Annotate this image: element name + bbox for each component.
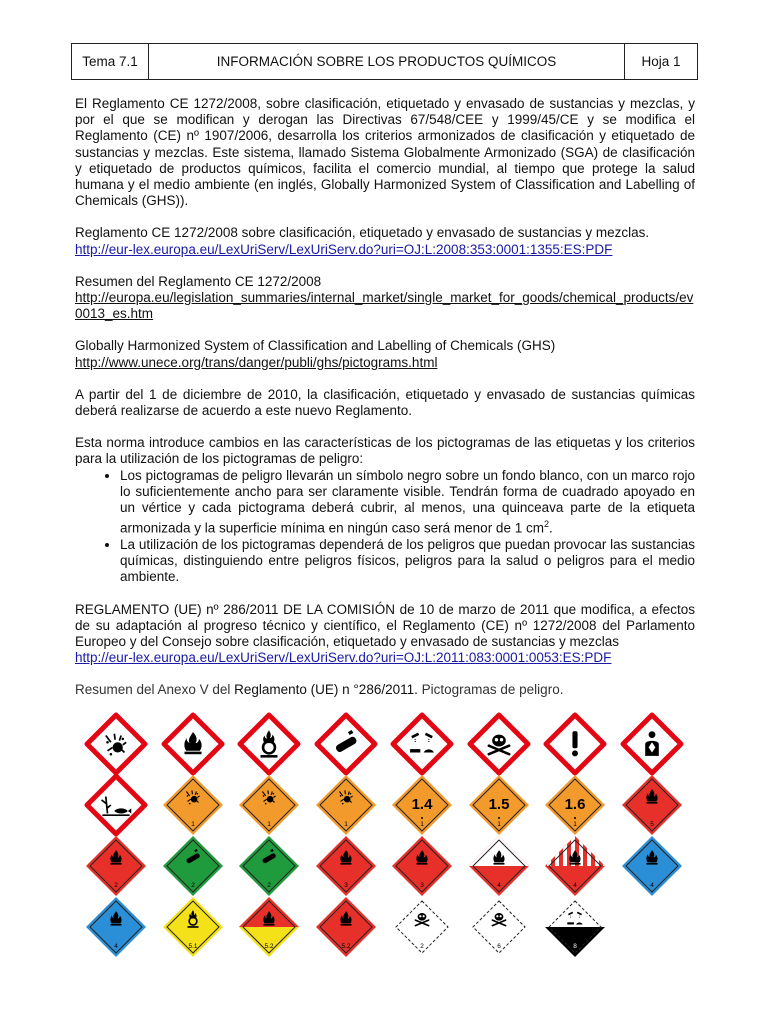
ghs-pictogram xyxy=(620,712,684,776)
ghs-pictogram xyxy=(84,712,148,776)
reference-2-text: Resumen del Reglamento CE 1272/2008 xyxy=(75,273,322,289)
class-number: 1 xyxy=(573,821,577,828)
transport-pictogram xyxy=(237,834,301,898)
date-paragraph: A partir del 1 de diciembre de 2010, la clasificación, etiquetado y envasado de sustancias químicas deberá realizarse de acuerdo a este nuevo Reglamento. xyxy=(75,386,695,419)
class-number: 6 xyxy=(496,943,501,950)
class-number: 1 xyxy=(496,821,501,828)
transport-pictogram xyxy=(84,895,148,959)
class-number: 5.2 xyxy=(264,943,274,950)
transport-pictogram xyxy=(314,834,378,898)
transport-pictogram xyxy=(161,834,225,898)
class-number: 4 xyxy=(649,882,654,889)
reglamento-286-link[interactable]: http://eur-lex.europa.eu/LexUriServ/LexUriServ.do?uri=OJ:L:2011:083:0001:0053:ES:PDF xyxy=(75,650,612,666)
class-number: 8 xyxy=(573,943,577,950)
division-label: 1.6 xyxy=(564,796,586,813)
ghs-pictogram xyxy=(237,712,301,776)
reference-1-text: Reglamento CE 1272/2008 sobre clasificación, etiquetado y envasado de sustancias y mezclas. xyxy=(75,225,650,241)
transport-pictogram xyxy=(543,773,607,837)
transport-pictogram xyxy=(237,773,301,837)
transport-pictogram xyxy=(237,895,301,959)
class-number: 4 xyxy=(573,882,577,889)
reglamento-286-text: REGLAMENTO (UE) nº 286/2011 DE LA COMISIÓN de 10 de marzo de 2011 que modifica, a efectos de su adaptación al progreso técnico y científico, el Reglamento (CE) nº 1272/2008 del Parlamento Europeo y del Consejo sobre clasificación, etiquetado y envasado de sustancias y mezclas xyxy=(75,601,695,649)
list-item: • Los pictogramas de peligro llevarán un símbolo negro sobre un fondo blanco, con un marco rojo lo suficientemente ancho para ser claramente visible. Tendrán forma de cuadrado apoyado en un vértice y cada pictograma deberá cubrir, al menos, una quinceava parte de la etiqueta armonizada y la superficie mínima en ningún caso será menor de 1 $cm^2$. xyxy=(120,468,695,537)
transport-pictogram xyxy=(161,773,225,837)
intro-paragraph: El Reglamento CE 1272/2008, sobre clasificación, etiquetado y envasado de sustancias y mezclas, y por el que se modifican y derogan las Directivas 67/548/CEE y 1999/45/CE y se modifica el Reglamento (CE) nº 1907/2006, desarrolla los criterios armonizados de clasificación y etiquetado de sustancias y mezclas. Este sistema, llamado Sistema Globalmente Armonizado (SGA) de clasificación y etiquetado de productos químicos, facilita el comercio mundial, al tiempo que protege la salud humana y el medio ambiente (en inglés, Globally Harmonized System of Classification and Labelling of Chemicals (GHS)). xyxy=(75,96,695,209)
transport-pictogram xyxy=(467,834,531,898)
reference-3-text: Globally Harmonized System of Classification and Labelling of Chemicals (GHS) xyxy=(75,338,556,354)
pictogram-grid xyxy=(84,712,694,962)
class-number: 1 xyxy=(343,821,348,828)
transport-pictogram xyxy=(620,773,684,837)
transport-pictogram xyxy=(161,895,225,959)
class-number: 5.1 xyxy=(187,943,198,950)
class-number: 1 xyxy=(420,821,424,828)
ghs-pictogram xyxy=(314,712,378,776)
transport-pictogram xyxy=(314,773,378,837)
transport-pictogram xyxy=(390,773,454,837)
class-number: 3 xyxy=(420,882,424,889)
division-label: 1.5 xyxy=(488,796,509,813)
class-number: 5.2 xyxy=(340,943,351,950)
ghs-pictogram xyxy=(84,773,148,837)
ghs-pictogram xyxy=(467,712,531,776)
reference-3 xyxy=(75,338,695,370)
reference-2 xyxy=(75,274,695,323)
transport-pictogram xyxy=(314,895,378,959)
ghs-pictogram xyxy=(161,712,225,776)
class-number: 2 xyxy=(114,882,118,889)
division-label: 1.4 xyxy=(411,796,433,813)
class-number: 4 xyxy=(496,882,501,889)
class-number: 1 xyxy=(267,821,271,828)
transport-pictogram xyxy=(620,834,684,898)
transport-pictogram xyxy=(543,834,607,898)
transport-pictogram xyxy=(467,895,531,959)
reference-3-link[interactable]: http://www.unece.org/trans/danger/publi/ghs/pictograms.html xyxy=(75,354,438,370)
criteria-list xyxy=(75,468,695,586)
norma-paragraph: Esta norma introduce cambios en las características de los pictogramas de las etiquetas y los criterios para la utilización de los pictogramas de peligro: xyxy=(75,435,695,467)
class-number: 2 xyxy=(420,943,424,950)
exclamation-mark-icon xyxy=(572,731,578,756)
page-label: Hoja 1 xyxy=(641,54,681,69)
reference-2-link[interactable]: http://europa.eu/legislation_summaries/internal_market/single_market_for_goods/chemical_products/ev0013_es.htm xyxy=(75,290,694,322)
document-body xyxy=(75,96,695,709)
class-number: 3 xyxy=(343,882,348,889)
reference-1-link[interactable]: http://eur-lex.europa.eu/LexUriServ/LexUriServ.do?uri=OJ:L:2008:353:0001:1355:ES:PDF xyxy=(75,241,613,257)
reglamento-286 xyxy=(75,602,695,667)
transport-pictogram xyxy=(467,773,531,837)
transport-pictogram xyxy=(84,834,148,898)
document-title: INFORMACIÓN SOBRE LOS PRODUCTOS QUÍMICOS xyxy=(149,44,625,79)
pictograms-caption: Resumen del Anexo V del Reglamento (UE) n °286/2011. Pictogramas de peligro. xyxy=(75,682,564,698)
class-number: 1 xyxy=(190,821,195,828)
transport-pictogram xyxy=(543,895,607,959)
class-number: 4 xyxy=(114,943,118,950)
tema-label: Tema 7.1 xyxy=(72,44,149,79)
transport-pictogram xyxy=(390,895,454,959)
reference-1 xyxy=(75,225,695,257)
ghs-pictogram xyxy=(390,712,454,776)
ghs-pictogram xyxy=(543,712,607,776)
class-number: 2 xyxy=(190,882,195,889)
class-number: 2 xyxy=(267,882,271,889)
list-item: • La utilización de los pictogramas dependerá de los peligros que puedan provocar las sustancias químicas, distinguiendo entre peligros físicos, peligros para la salud o peligros para el medio ambiente. xyxy=(120,537,695,586)
document-header xyxy=(71,43,698,80)
transport-pictogram xyxy=(390,834,454,898)
class-number: 5 xyxy=(649,821,654,828)
